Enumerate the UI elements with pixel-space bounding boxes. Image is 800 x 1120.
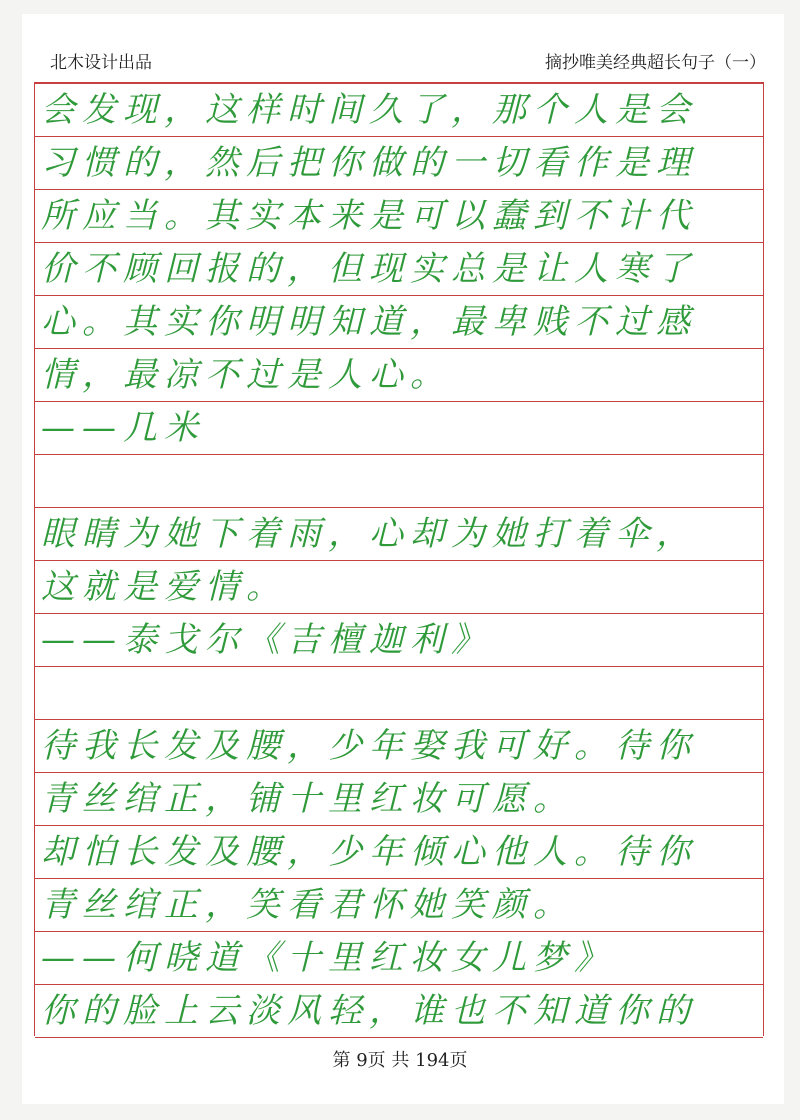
row-text: 会发现，这样时间久了，那个人是会	[41, 90, 697, 130]
grid-row	[35, 190, 763, 243]
grid-row	[35, 508, 763, 561]
grid-row-empty	[35, 455, 763, 508]
row-text: ——几米	[41, 408, 205, 448]
grid-row	[35, 879, 763, 932]
page-number: 第 9页 共 194页	[332, 1050, 468, 1071]
grid-row	[35, 720, 763, 773]
grid-row	[35, 296, 763, 349]
row-text: 青丝绾正，铺十里红妆可愿。	[41, 779, 574, 819]
row-text: 青丝绾正，笑看君怀她笑颜。	[41, 885, 574, 925]
row-text: 价不顾回报的，但现实总是让人寒了	[41, 249, 697, 289]
grid-row	[35, 826, 763, 879]
row-text: ——泰戈尔《吉檀迦利》	[41, 620, 492, 660]
row-text: 所应当。其实本来是可以蠢到不计代	[41, 196, 697, 236]
copybook-grid	[34, 82, 764, 1036]
row-text: 习惯的，然后把你做的一切看作是理	[41, 143, 697, 183]
grid-row	[35, 561, 763, 614]
row-text: 这就是爱情。	[41, 567, 287, 607]
header-publisher: 北木设计出品	[50, 53, 152, 73]
grid-row	[35, 932, 763, 985]
grid-row	[35, 349, 763, 402]
header-title: 摘抄唯美经典超长句子（一）	[545, 53, 766, 73]
grid-row	[35, 773, 763, 826]
row-text: ——何晓道《十里红妆女儿梦》	[41, 938, 615, 978]
page-header	[30, 48, 776, 78]
row-text: 心。其实你明明知道，最卑贱不过感	[41, 302, 697, 342]
grid-row	[35, 84, 763, 137]
row-text: 情，最凉不过是人心。	[41, 355, 451, 395]
grid-row	[35, 243, 763, 296]
grid-row	[35, 402, 763, 455]
row-text: 却怕长发及腰，少年倾心他人。待你	[41, 832, 697, 872]
grid-row	[35, 137, 763, 190]
grid-row-empty	[35, 667, 763, 720]
grid-row	[35, 985, 763, 1038]
row-text: 你的脸上云淡风轻，谁也不知道你的	[41, 991, 697, 1031]
row-text: 眼睛为她下着雨，心却为她打着伞，	[41, 514, 697, 554]
row-text: 待我长发及腰，少年娶我可好。待你	[41, 726, 697, 766]
grid-row	[35, 614, 763, 667]
